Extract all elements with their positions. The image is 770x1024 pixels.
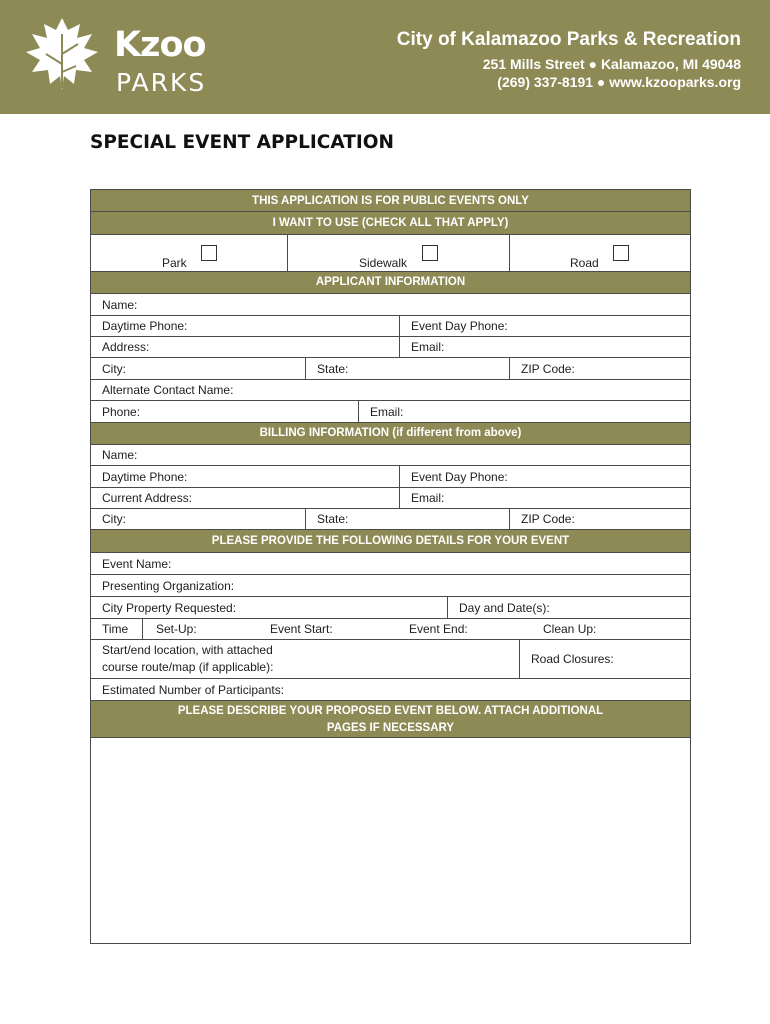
band-event-details: PLEASE PROVIDE THE FOLLOWING DETAILS FOR YOUR EVENT	[90, 530, 691, 553]
organization-name: City of Kalamazoo Parks & Recreation	[396, 29, 741, 50]
page-title: SPECIAL EVENT APPLICATION	[90, 132, 394, 153]
billing-zip-label: ZIP Code:	[521, 512, 575, 526]
applicant-daytime-phone-label: Daytime Phone:	[102, 319, 188, 333]
kzoo-parks-logo	[22, 14, 212, 98]
applicant-name-row[interactable]	[90, 294, 691, 316]
event-description-textarea[interactable]	[91, 738, 690, 943]
setup-label: Set-Up:	[156, 622, 197, 636]
option-sidewalk-label: Sidewalk	[359, 256, 408, 270]
alt-phone-label: Phone:	[102, 404, 141, 419]
presenting-org-label: Presenting Organization:	[102, 578, 235, 593]
event-start-label: Event Start:	[270, 622, 333, 636]
applicant-state-label: State:	[317, 361, 349, 376]
billing-daytime-phone-label: Daytime Phone:	[102, 469, 188, 484]
event-description-box[interactable]	[90, 738, 691, 944]
use-options-row	[90, 235, 691, 272]
property-requested-label: City Property Requested:	[102, 600, 237, 615]
logo-wordmark-kzoo: Kzoo	[114, 25, 206, 65]
cleanup-label: Clean Up:	[543, 622, 597, 636]
billing-address-row[interactable]	[90, 488, 691, 509]
option-road[interactable]	[559, 243, 689, 271]
oak-leaf-icon	[22, 14, 102, 94]
alt-contact-phone-row[interactable]	[90, 401, 691, 423]
option-park-label: Park	[162, 256, 187, 270]
band-want-to-use: I WANT TO USE (CHECK ALL THAT APPLY)	[90, 212, 691, 235]
applicant-city-row[interactable]	[90, 358, 691, 380]
billing-name-row[interactable]	[90, 445, 691, 466]
applicant-address-row[interactable]	[90, 337, 691, 358]
billing-state-label: State:	[317, 512, 349, 526]
organization-info	[397, 29, 741, 91]
participants-row[interactable]	[90, 679, 691, 701]
billing-city-row[interactable]	[90, 509, 691, 530]
applicant-city-label: City:	[102, 361, 126, 376]
option-road-label: Road	[570, 256, 599, 270]
band-describe-event	[90, 701, 691, 738]
band-describe-line-1: PLEASE DESCRIBE YOUR PROPOSED EVENT BELOW. ATTACH ADDITIONAL	[177, 705, 604, 717]
route-row[interactable]	[90, 640, 691, 679]
applicant-event-day-phone-label: Event Day Phone:	[411, 319, 508, 333]
event-name-label: Event Name:	[102, 556, 172, 571]
event-name-row[interactable]	[90, 553, 691, 575]
logo-wordmark-parks: PARKS	[116, 68, 207, 97]
alt-contact-name-label: Alternate Contact Name:	[102, 383, 234, 397]
billing-city-label: City:	[102, 512, 126, 526]
billing-current-address-label: Current Address:	[102, 491, 193, 505]
applicant-phone-row[interactable]	[90, 316, 691, 337]
sidewalk-checkbox[interactable]	[422, 245, 438, 261]
alt-email-label: Email:	[370, 404, 404, 419]
billing-name-label: Name:	[102, 448, 138, 462]
participants-label: Estimated Number of Participants:	[102, 682, 285, 697]
band-public-only: THIS APPLICATION IS FOR PUBLIC EVENTS ONLY	[90, 189, 691, 212]
billing-event-day-phone-label: Event Day Phone:	[411, 469, 508, 484]
road-closures-label: Road Closures:	[531, 652, 614, 666]
billing-email-label: Email:	[411, 491, 445, 505]
property-row[interactable]	[90, 597, 691, 619]
organization-address: 251 Mills Street ● Kalamazoo, MI 49048	[482, 56, 741, 72]
day-date-label: Day and Date(s):	[459, 600, 550, 615]
option-sidewalk[interactable]	[348, 243, 508, 271]
route-label-line-2: course route/map (if applicable):	[102, 660, 274, 674]
organization-contact: (269) 337-8191 ● www.kzooparks.org	[497, 74, 741, 90]
billing-phone-row[interactable]	[90, 466, 691, 488]
route-label	[91, 640, 273, 678]
applicant-zip-label: ZIP Code:	[521, 361, 575, 376]
header-banner	[0, 0, 770, 114]
band-billing: BILLING INFORMATION (if different from above)	[90, 423, 691, 445]
time-label: Time	[102, 622, 129, 636]
applicant-email-label: Email:	[411, 340, 445, 354]
band-applicant: APPLICANT INFORMATION	[90, 272, 691, 294]
event-end-label: Event End:	[409, 622, 468, 636]
time-row[interactable]	[90, 619, 691, 640]
road-checkbox[interactable]	[613, 245, 629, 261]
park-checkbox[interactable]	[201, 245, 217, 261]
applicant-address-label: Address:	[102, 340, 150, 354]
alt-contact-row[interactable]	[90, 380, 691, 401]
route-label-line-1: Start/end location, with attached	[102, 643, 273, 657]
option-park[interactable]	[151, 243, 291, 271]
application-form	[90, 189, 691, 944]
presenting-org-row[interactable]	[90, 575, 691, 597]
applicant-name-label: Name:	[102, 297, 138, 312]
band-describe-line-2: PAGES IF NECESSARY	[326, 722, 455, 734]
